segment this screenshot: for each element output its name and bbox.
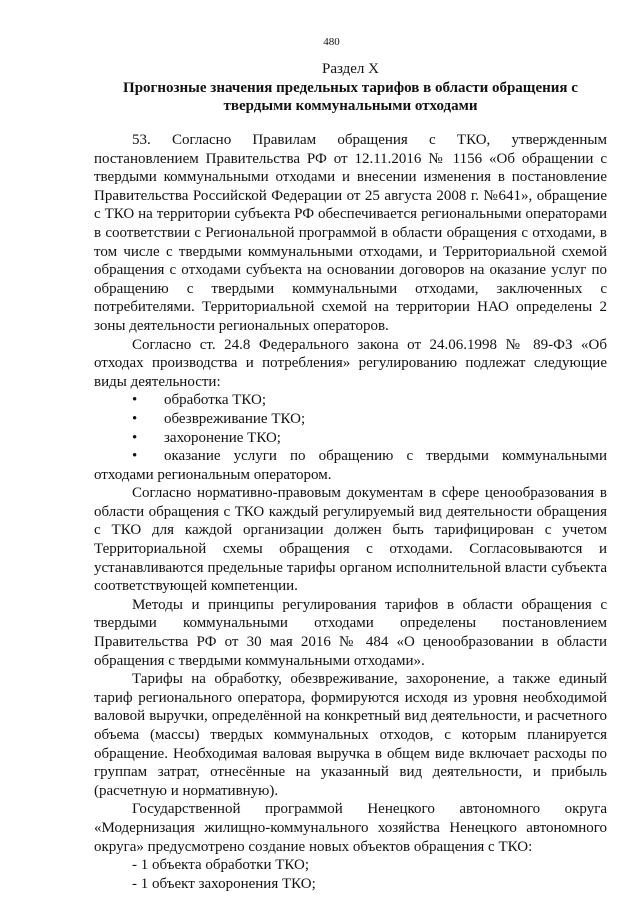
- list-item: • обезвреживание ТКО;: [132, 410, 306, 427]
- dash-item-landfill: - 1 объект захоронения ТКО;: [132, 875, 316, 892]
- paragraph-53: 53. Согласно Правилам обращения с ТКО, утвержденным постановлением Правительства РФ от 12.11.2016 № 1156 «Об обращении с твердыми коммунальными отходами и внесении изменения в постановление Правительства Российской Федерации от 25 августа 2008 г. №641», обращение с ТКО на территории субъекта РФ обеспечивается региональными операторами в соответствии с Региональной программой в области обращения с отходами, в том числе с твердыми коммунальными отходами, и Территориальной схемой обращения с отходами субъекта на основании договоров на оказание услуг по обращению с твердыми коммунальными отходами, заключенных с потребителями. Территориальной схемой на территории НАО определены 2 зоны деятельности региональных операторов.: [94, 132, 607, 334]
- list-item: • оказание услуги по обращению с твердыми коммунальными отходами региональным оператором.: [94, 448, 607, 483]
- list-item: • захоронение ТКО;: [132, 429, 281, 446]
- bullet-icon: •: [132, 448, 138, 465]
- paragraph-tariffs: Тарифы на обработку, обезвреживание, захоронение, а также единый тариф регионального оператора, формируются исходя из уровня необходимой валовой выручки, определённой на конкретный вид деятельности, и расчетного объема (массы) твердых коммунальных отходов, с которым планируется обращение. Необходимая валовая выручка в общем виде включает расходы по группам затрат, отнесённые на указанный вид деятельности, и прибыль (расчетную и нормативную).: [94, 671, 607, 799]
- section-subtitle: Прогнозные значения предельных тарифов в области обращения с твердыми коммунальными отходами: [123, 80, 578, 114]
- paragraph-methods: Методы и принципы регулирования тарифов в области обращения с твердыми коммунальными отходами определены постановлением Правительства РФ от 30 мая 2016 № 484 «О ценообразовании в области обращения с твердыми коммунальными отходами».: [94, 596, 607, 669]
- dash-item-processing: - 1 объекта обработки ТКО;: [132, 857, 310, 874]
- bullet-icon: •: [132, 410, 138, 427]
- list-item: • обработка ТКО;: [132, 392, 267, 409]
- bullet-icon: •: [132, 429, 138, 446]
- section-title: Раздел X: [321, 61, 379, 77]
- activity-list: [94, 391, 607, 484]
- paragraph-pricing-docs: Согласно нормативно-правовым документам в сфере ценообразования в области обращения с ТКО каждый регулируемый вид деятельности обращения с ТКО для каждой организации должен быть тарифицирован с учетом Территориальной схемы обращения с отходами. Согласовываются и устанавливаются предельные тарифы органом исполнительной власти субъекта соответствующей компетенции.: [94, 485, 607, 595]
- bullet-icon: •: [132, 392, 138, 409]
- page-number: 480: [323, 36, 340, 48]
- paragraph-state-program: Государственной программой Ненецкого автономного округа «Модернизация жилищно-коммунального хозяйства Ненецкого автономного округа» предусмотрено создание новых объектов обращения с ТКО:: [94, 801, 607, 855]
- paragraph-law-89: Согласно ст. 24.8 Федерального закона от 24.06.1998 № 89-ФЗ «Об отходах производства и потребления» регулированию подлежат следующие виды деятельности:: [94, 336, 607, 390]
